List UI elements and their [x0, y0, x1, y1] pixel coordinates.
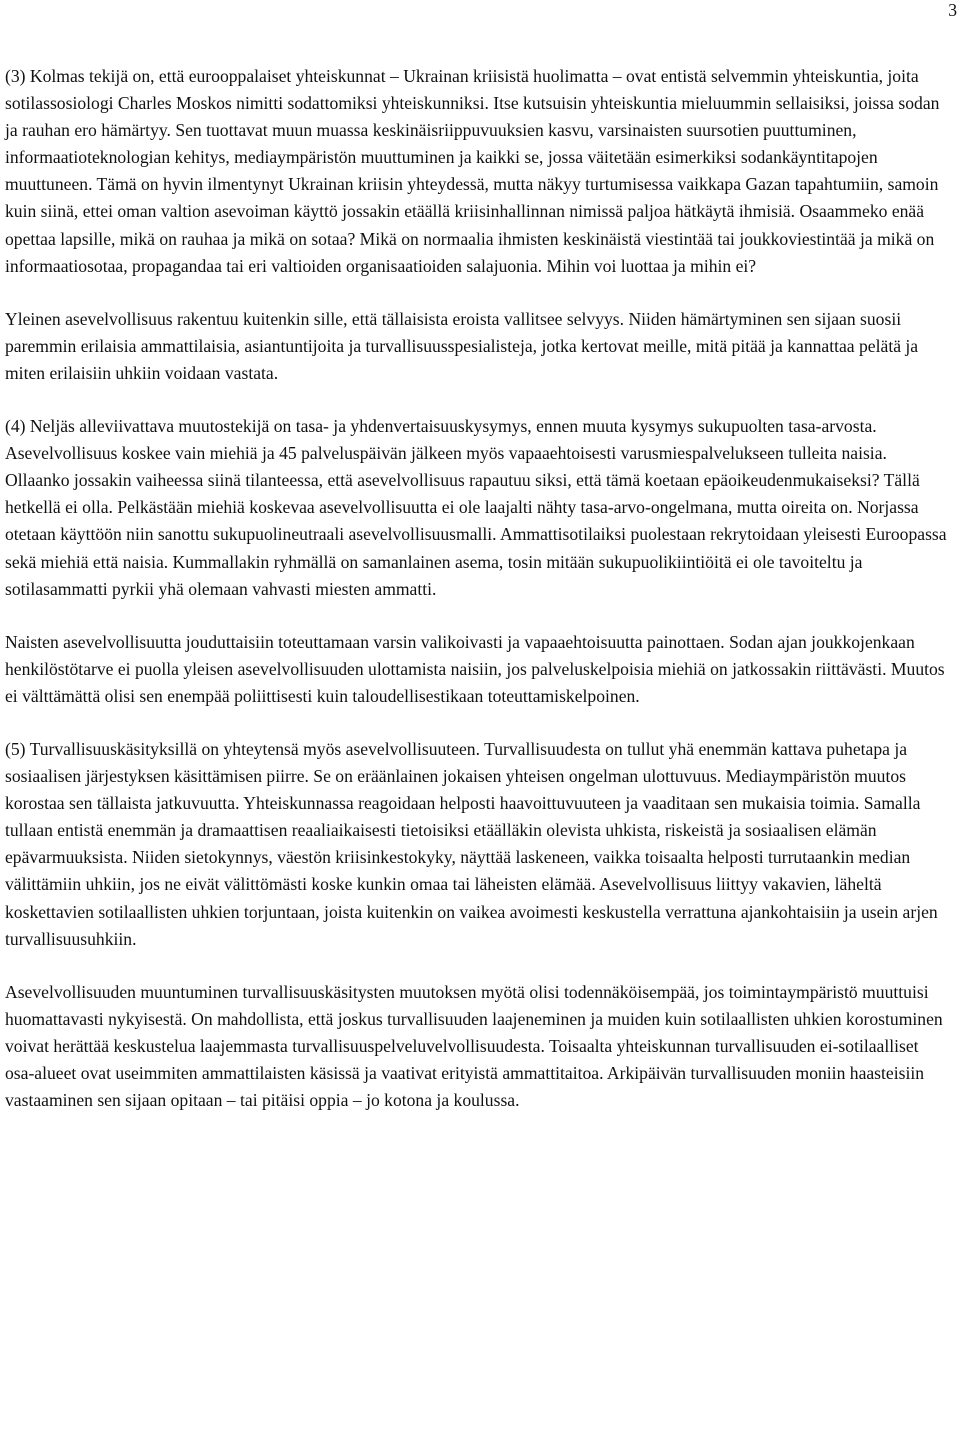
- page-number: 3: [948, 0, 957, 20]
- paragraph-factor-4: (4) Neljäs alleviivattava muutostekijä on tasa- ja yhdenvertaisuuskysymys, ennen muuta kysymys sukupuolten tasa-arvosta. Asevelvollisuus koskee vain miehiä ja 45 palveluspäivän jälkeen myös vapaaehtoisesti varusmiespalvelukseen tulleita naisia. Ollaanko jossakin vaiheessa siinä tilanteessa, että asevelvollisuus rapautuu siksi, että tämä koetaan epäoikeudenmukaiseksi? Tällä hetkellä ei olla. Pelkästään miehiä koskevaa asevelvollisuutta ei ole laajalti nähty tasa-arvo-ongelmana, mutta oireita on. Norjassa otetaan käyttöön niin sanottu sukupuolineutraali asevelvollisuusmalli. Ammattisotilaiksi puolestaan rekrytoidaan yleisesti Euroopassa sekä miehiä että naisia. Kummallakin ryhmällä on samanlainen asema, tosin mitään sukupuolikiintiöitä ei ole tavoiteltu ja sotilasammatti pyrkii yhä olemaan vahvasti miesten ammatti.: [5, 416, 947, 599]
- paragraph-factor-3: (3) Kolmas tekijä on, että eurooppalaiset yhteiskunnat – Ukrainan kriisistä huolimatta – ovat entistä selvemmin yhteiskuntia, joita sotilassosiologi Charles Moskos nimitti sodattomiksi yhteiskunniksi. Itse kutsuisin yhteiskuntia mieluummin sellaisiksi, joissa sodan ja rauhan ero hämärtyy. Sen tuottavat muun muassa keskinäisriippuvuuksien kasvu, varsinaisten suursotien puuttuminen, informaatioteknologian kehitys, mediaympäristön muuttuminen ja kaikki se, jossa väitetään esimerkiksi sodankäyntitapojen muuttuneen. Tämä on hyvin ilmentynyt Ukrainan kriisin yhteydessä, mutta näkyy turtumisessa vaikkapa Gazan tapahtumiin, samoin kuin siinä, ettei oman valtion asevoiman käyttö jossakin etäällä kriisinhallinnan nimissä paljoa hätkäytä ihmisiä. Osaammeko enää opettaa lapsille, mikä on rauhaa ja mikä on sotaa? Mikä on normaalia ihmisten keskinäistä viestintää tai joukkoviestintää ja mikä on informaatiosotaa, propagandaa tai eri valtioiden organisaatioiden salajuonia. Mihin voi luottaa ja mihin ei?: [5, 66, 940, 276]
- paragraph-factor-5: (5) Turvallisuuskäsityksillä on yhteytensä myös asevelvollisuuteen. Turvallisuudesta on tullut yhä enemmän kattava puhetapa ja sosiaalisen järjestyksen käsittämisen piirre. Se on eräänlainen jokaisen yhteisen ongelman ulottuvuus. Mediaympäristön muutos korostaa sen tällaista jatkuvuutta. Yhteiskunnassa reagoidaan helposti haavoittuvuuteen ja vaaditaan sen mukaisia toimia. Samalla tullaan entistä enemmän ja dramaattisen reaaliaikaisesti tietoisiksi etäälläkin olevista uhkista, riskeistä ja sosiaalisen elämän epävarmuuksista. Niiden sietokynnys, väestön kriisinkestokyky, näyttää laskeneen, vaikka toisaalta helposti turrutaankin median välittämiin uhkiin, jos ne eivät välittömästi koske kunkin omaa tai läheisten elämää. Asevelvollisuus liittyy vakavien, läheltä koskettavien sotilaallisten uhkien torjuntaan, joista kuitenkin on vaikea avoimesti keskustella verrattuna ajankohtaisiin ja usein arjen turvallisuusuhkiin.: [5, 738, 938, 949]
- paragraph-conscription-change: Asevelvollisuuden muuntuminen turvallisuuskäsitysten muutoksen myötä olisi todennäköisempää, jos toimintaympäristö muuttuisi huomattavasti nykyisestä. On mahdollista, että joskus turvallisuuden laajeneminen ja muiden kuin sotilaallisten uhkien korostuminen voivat herättää keskustelua laajemmasta turvallisuuspelveluvelvollisuudesta. Toisaalta yhteiskunnan turvallisuuden ei-sotilaalliset osa-alueet ovat useimmiten ammattilaisten käsissä ja vaativat erityistä ammattitaitoa. Arkipäivän turvallisuuden moniin haasteisiin vastaaminen sen sijaan opitaan – tai pitäisi oppia – jo kotona ja koulussa.: [5, 981, 943, 1111]
- paragraph-conscription-clarity: Yleinen asevelvollisuus rakentuu kuitenkin sille, että tällaisista eroista vallitsee selvyys. Niiden hämärtyminen sen sijaan suosii paremmin erilaisia ammattilaisia, asiantuntijoita ja turvallisuusspesialisteja, jotka kertovat meille, mitä pitää ja kannattaa pelätä ja miten erilaisiin uhkiin voidaan vastata.: [5, 308, 919, 383]
- paragraph-women-conscription: Naisten asevelvollisuutta jouduttaisiin toteuttamaan varsin valikoivasti ja vapaaehtoisuutta painottaen. Sodan ajan joukkojenkaan henkilöstötarve ei puolla yleisen asevelvollisuuden ulottamista naisiin, jos palveluskelpoisia miehiä on jatkossakin riittävästi. Muutos ei välttämättä olisi sen enempää poliittisesti kuin taloudellisestikaan toteuttamiskelpoinen.: [5, 631, 945, 706]
